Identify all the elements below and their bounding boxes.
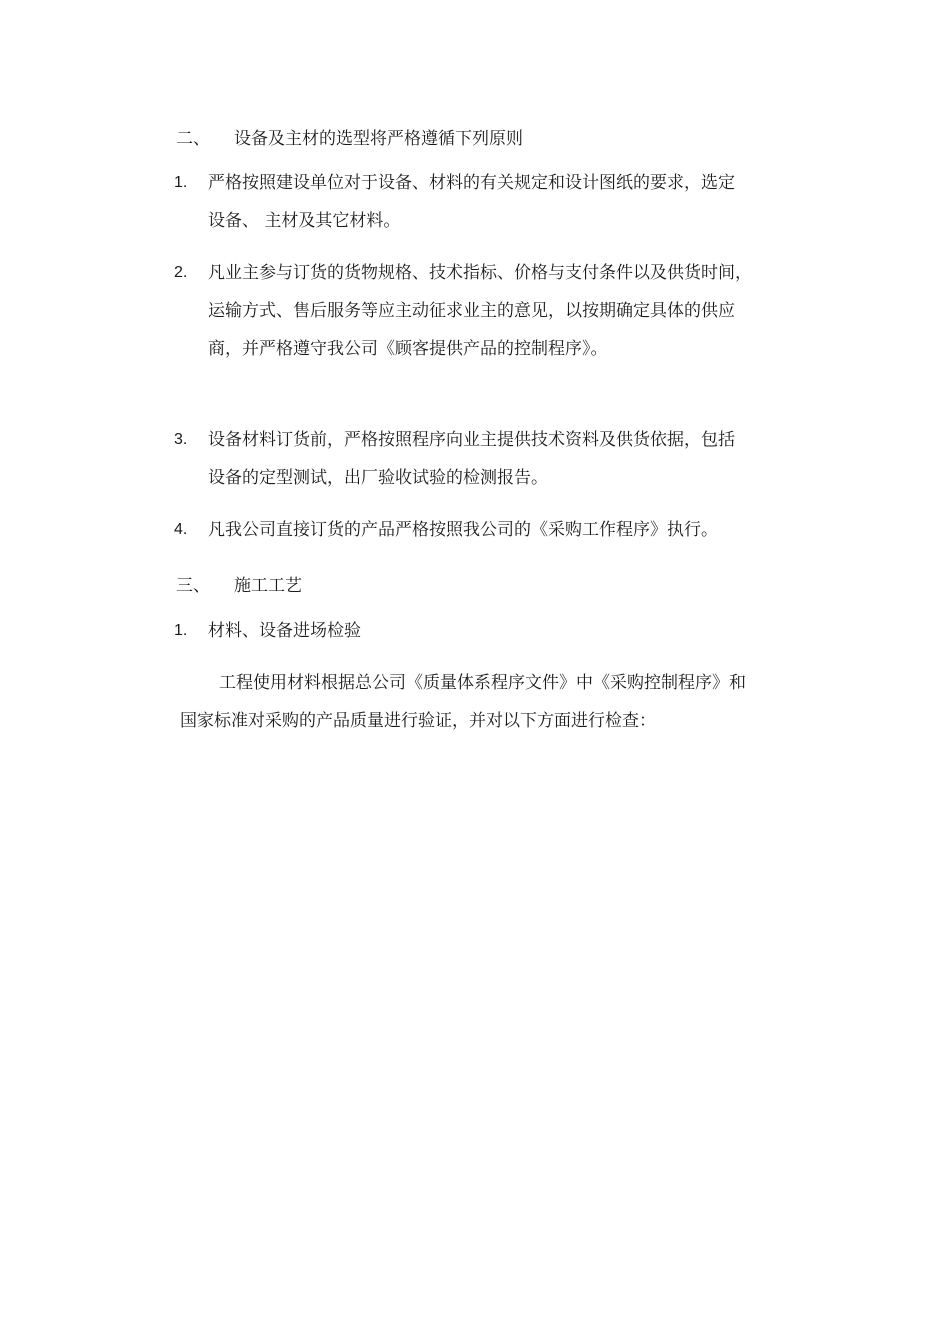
section-title: 设备及主材的选型将严格遵循下列原则 <box>234 129 523 149</box>
list-item-number: 4. <box>174 521 188 538</box>
list-item-text-line: 商，并严格遵守我公司《顾客提供产品的控制程序》。 <box>208 339 608 359</box>
list-item-number: 3. <box>174 431 188 448</box>
list-item-text-line: 凡我公司直接订货的产品严格按照我公司的《采购工作程序》执行。 <box>208 520 718 540</box>
list-item <box>174 428 814 492</box>
list-item <box>174 518 814 544</box>
section-title: 施工工艺 <box>234 576 302 596</box>
list-item <box>174 261 814 361</box>
body-paragraph-line: 国家标准对采购的产品质量进行验证，并对以下方面进行检查： <box>180 711 656 731</box>
section-heading-2 <box>176 127 523 151</box>
list-item-number: 1. <box>174 622 188 639</box>
list-item <box>174 171 814 235</box>
list-item-text-line: 凡业主参与订货的货物规格、技术指标、价格与支付条件以及供货时间， <box>208 263 752 283</box>
list-item-text-line: 设备、 主材及其它材料。 <box>208 211 401 231</box>
body-paragraph-line: 工程使用材料根据总公司《质量体系程序文件》中《采购控制程序》和 <box>219 673 746 693</box>
section-heading-3 <box>176 574 302 598</box>
list-item-number: 1. <box>174 174 188 191</box>
list-item-number: 2. <box>174 264 188 281</box>
list-item-text-line: 材料、设备进场检验 <box>208 621 361 641</box>
list-item-text-line: 运输方式、售后服务等应主动征求业主的意见，以按期确定具体的供应 <box>208 301 735 321</box>
list-item-text-line: 设备材料订货前，严格按照程序向业主提供技术资料及供货依据，包括 <box>208 430 735 450</box>
list-item <box>174 619 814 645</box>
list-item-text-line: 严格按照建设单位对于设备、材料的有关规定和设计图纸的要求，选定 <box>208 173 735 193</box>
section-number: 三、 <box>176 576 210 596</box>
list-item-text-line: 设备的定型测试，出厂验收试验的检测报告。 <box>208 468 548 488</box>
section-number: 二、 <box>176 129 210 149</box>
